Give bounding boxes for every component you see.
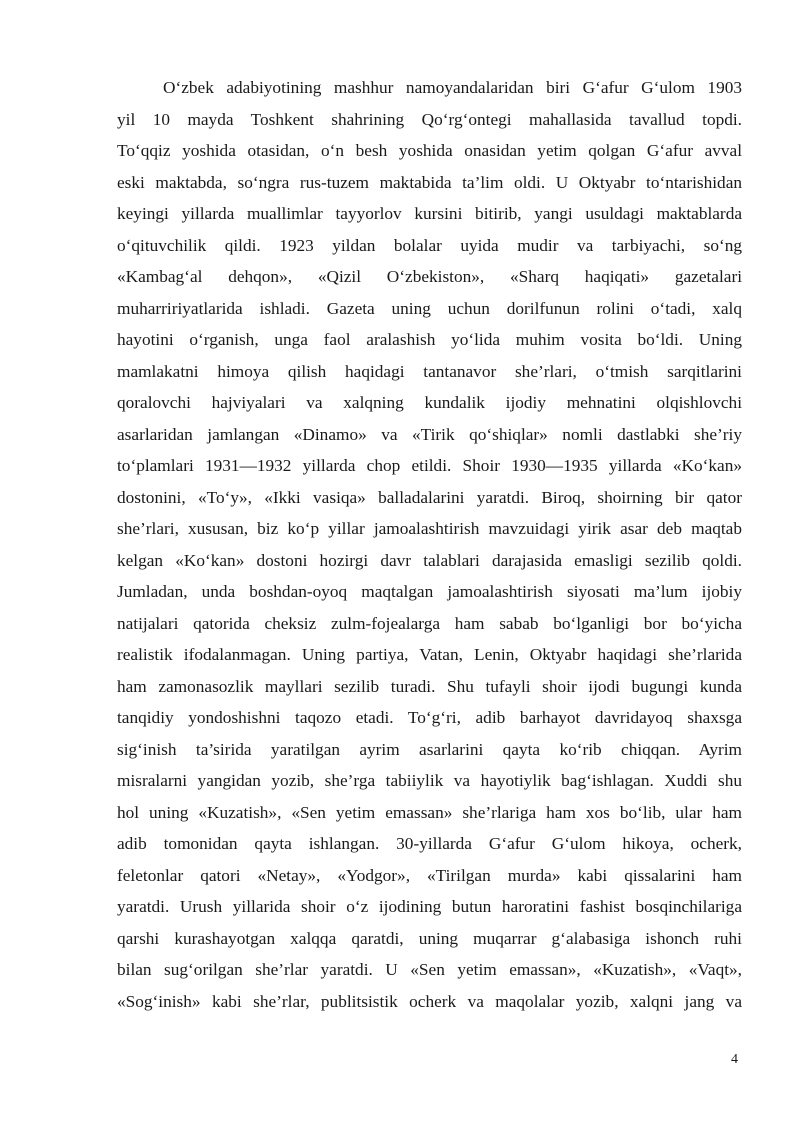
text-line: adib tomonidan qayta ishlangan. 30-yillarda G‘afur G‘ulom hikoya, ocherk, [117,834,742,853]
text-line: ham zamonasozlik mayllari sezilib turadi. Shu tufayli shoir ijodi bugungi kunda [117,676,742,696]
text-line: To‘qqiz yoshida otasidan, o‘n besh yoshida onasidan yetim qolgan G‘afur avval [117,141,742,160]
text-line: «Sog‘inish» kabi she’rlar, publitsistik ocherk va maqolalar yozib, xalqni jang va [117,991,742,1011]
text-line: «Kambag‘al dehqon», «Qizil O‘zbekiston», «Sharq haqiqati» gazetalari [117,267,742,286]
text-line: Jumladan, unda boshdan-oyoq maqtalgan jamoalashtirish siyosati ma’lum ijobiy [117,582,742,601]
text-line: O‘zbek adabiyotining mashhur namoyandalaridan biri G‘afur G‘ulom 1903 [163,78,742,97]
text-line: misralarni yangidan yozib, she’rga tabiiylik va hayotiylik bag‘ishlagan. Xuddi shu [117,771,742,790]
text-line: muharririyatlarida ishladi. Gazeta uning uchun dorilfunun rolini o‘tadi, xalq [117,298,742,318]
text-line: asarlaridan jamlangan «Dinamo» va «Tirik qo‘shiqlar» nomli dastlabki she’riy [117,424,742,444]
text-line: bilan sug‘orilgan she’rlar yaratdi. U «Sen yetim emassan», «Kuzatish», «Vaqt», [117,960,742,979]
text-line: eski maktabda, so‘ngra rus-tuzem maktabida ta’lim oldi. U Oktyabr to‘ntarishidan [117,172,742,192]
page-number: 4 [731,1052,738,1067]
text-line: feletonlar qatori «Netay», «Yodgor», «Tirilgan murda» kabi qissalarini ham [117,865,742,885]
text-line: kelgan «Ko‘kan» dostoni hozirgi davr talablari darajasida emasligi sezilib qoldi. [117,550,742,570]
text-line: yil 10 mayda Toshkent shahrining Qo‘rg‘ontegi mahallasida tavallud topdi. [117,109,742,129]
text-line: hayotini o‘rganish, unga faol aralashish yo‘lida muhim vosita bo‘ldi. Uning [117,330,742,349]
text-line: natijalari qatorida cheksiz zulm-fojealarga ham sabab bo‘lganligi bor bo‘yicha [117,613,742,633]
text-line: o‘qituvchilik qildi. 1923 yildan bolalar uyida mudir va tarbiyachi, so‘ng [117,235,742,255]
text-line: mamlakatni himoya qilish haqidagi tantanavor she’rlari, o‘tmish sarqitlarini [117,361,742,381]
text-line: keyingi yillarda muallimlar tayyorlov kursini bitirib, yangi usuldagi maktablarda [117,204,742,223]
text-line: qoralovchi hajviyalari va xalqning kundalik ijodiy mehnatini olqishlovchi [117,393,742,412]
text-line: to‘plamlari 1931—1932 yillarda chop etildi. Shoir 1930—1935 yillarda «Ko‘kan» [117,456,742,475]
text-line: realistik ifodalanmagan. Uning partiya, Vatan, Lenin, Oktyabr haqidagi she’rlarida [117,645,742,664]
text-line: hol uning «Kuzatish», «Sen yetim emassan» she’rlariga ham xos bo‘lib, ular ham [117,802,742,822]
text-line: yaratdi. Urush yillarida shoir o‘z ijodining butun haroratini fashist bosqinchilariga [117,897,742,916]
text-line: dostonini, «To‘y», «Ikki vasiqa» balladalarini yaratdi. Biroq, shoirning bir qator [117,487,742,507]
text-line: qarshi kurashayotgan xalqqa qaratdi, uning muqarrar g‘alabasiga ishonch ruhi [117,928,742,948]
text-line: she’rlari, xususan, biz ko‘p yillar jamoalashtirish mavzuidagi yirik asar deb maqtab [117,519,742,538]
text-line: tanqidiy yondoshishni taqozo etadi. To‘g‘ri, adib barhayot davridayoq shaxsga [117,708,742,727]
text-line: sig‘inish ta’sirida yaratilgan ayrim asarlarini qayta ko‘rib chiqqan. Ayrim [117,739,742,759]
body-paragraph [117,72,742,1017]
